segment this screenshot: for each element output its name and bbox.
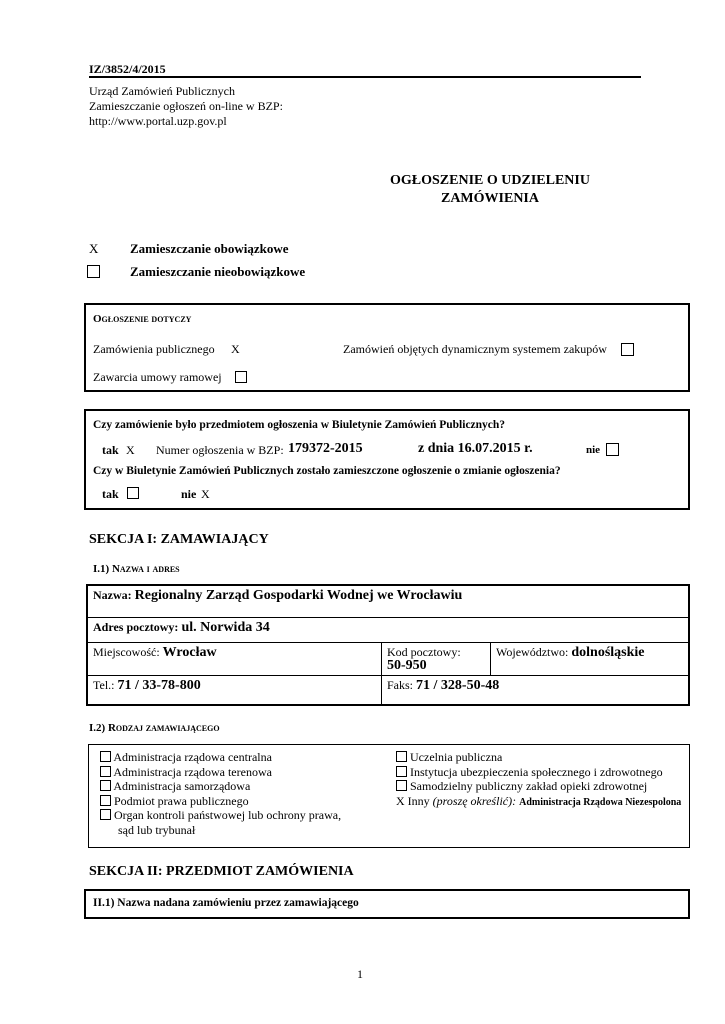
region-label: Województwo: — [496, 644, 569, 659]
address-label: Adres pocztowy: — [93, 619, 179, 634]
dynamic-system-label: Zamówień objętych dynamicznym systemem zakupów — [343, 342, 607, 356]
bzp-yes-label: tak — [102, 443, 119, 457]
type-label: Instytucja ubezpieczenia społecznego i zdrowotnego — [410, 764, 663, 779]
type-row-other[interactable] — [396, 794, 681, 811]
type-checkbox[interactable] — [100, 766, 111, 777]
bzp-number-value: 179372-2015 — [288, 441, 363, 456]
type-label-cont: sąd lub trybunał — [118, 822, 196, 837]
authority-types-left — [100, 750, 341, 837]
mandatory-label: Zamieszczanie obowiązkowe — [130, 241, 289, 256]
city-label: Miejscowość: — [93, 644, 160, 659]
type-row[interactable] — [100, 808, 341, 823]
postal-value: 50-950 — [387, 657, 427, 673]
authority-types-right — [396, 750, 681, 810]
section-2-1-box — [84, 889, 690, 919]
tel-value: 71 / 33-78-800 — [117, 677, 201, 693]
authority-type-box — [88, 744, 690, 848]
type-checkbox[interactable] — [100, 809, 111, 820]
bzp-q2-yes-checkbox[interactable] — [127, 487, 139, 499]
section-1-1-prefix: I.1) — [93, 563, 112, 575]
section-2-title: SEKCJA II: PRZEDMIOT ZAMÓWIENIA — [89, 864, 354, 879]
type-checkbox[interactable] — [396, 766, 407, 777]
type-checkbox[interactable] — [100, 780, 111, 791]
contracting-authority-table — [86, 584, 690, 706]
mandatory-mark[interactable]: X — [89, 241, 99, 256]
concerns-box — [84, 303, 690, 392]
type-label: Podmiot prawa publicznego — [114, 793, 249, 808]
type-label: Administracja rządowa centralna — [113, 750, 272, 764]
type-checkbox[interactable] — [396, 780, 407, 791]
type-label: Administracja rządowa terenowa — [113, 764, 272, 779]
type-label: Samodzielny publiczny zakład opieki zdrowotnej — [410, 779, 648, 793]
optional-checkbox[interactable] — [87, 265, 100, 278]
framework-label: Zawarcia umowy ramowej — [93, 370, 222, 384]
type-checkbox[interactable] — [100, 795, 111, 806]
concerns-heading: Ogłoszenie dotyczy — [93, 313, 192, 325]
type-row[interactable] — [396, 750, 681, 765]
section-1-2-title: Rodzaj zamawiającego — [107, 722, 220, 734]
section-1-1-heading — [93, 563, 180, 575]
bzp-no-checkbox[interactable] — [606, 443, 619, 456]
section-2-1-heading: II.1) Nazwa nadana zamówieniu przez zamawiającego — [93, 897, 359, 909]
type-label: Organ kontroli państwowej lub ochrony prawa, — [114, 808, 342, 822]
public-order-label: Zamówienia publicznego — [93, 342, 215, 356]
postal-label: Kod pocztowy: — [387, 644, 461, 659]
bzp-number-label: Numer ogłoszenia w BZP: — [156, 443, 284, 457]
org-url: http://www.portal.uzp.gov.pl — [89, 114, 227, 128]
type-row[interactable] — [100, 779, 341, 794]
other-hint: (proszę określić): — [432, 793, 517, 808]
bzp-no-label: nie — [586, 444, 601, 456]
type-label: Administracja samorządowa — [113, 779, 251, 793]
other-mark[interactable]: X — [396, 793, 405, 808]
type-checkbox[interactable] — [100, 751, 111, 762]
page-number: 1 — [357, 967, 363, 981]
page-title — [330, 172, 650, 208]
public-order-mark[interactable]: X — [231, 342, 240, 356]
bzp-q2-no-mark[interactable]: X — [201, 487, 210, 501]
fax-label: Faks: — [387, 677, 414, 692]
bzp-q2-yes-label: tak — [102, 487, 119, 501]
tel-label: Tel.: — [93, 677, 115, 692]
other-value: Administracja Rządowa Niezespolona — [519, 796, 682, 808]
bzp-q2-no-label: nie — [181, 487, 197, 501]
framework-checkbox[interactable] — [235, 371, 247, 383]
type-row[interactable] — [396, 779, 681, 794]
type-checkbox[interactable] — [396, 751, 407, 762]
city-value: Wrocław — [162, 644, 217, 660]
bzp-question-1: Czy zamówienie było przedmiotem ogłoszenia w Biuletynie Zamówień Publicznych? — [93, 419, 506, 431]
bzp-box — [84, 409, 690, 510]
bzp-yes-mark[interactable]: X — [126, 443, 135, 457]
type-row[interactable] — [100, 765, 341, 780]
type-row[interactable] — [396, 765, 681, 780]
type-label: Uczelnia publiczna — [410, 750, 503, 764]
title-line-2: ZAMÓWIENIA — [440, 191, 539, 206]
name-label: Nazwa: — [93, 588, 132, 602]
dynamic-system-checkbox[interactable] — [621, 343, 634, 356]
bzp-date: z dnia 16.07.2015 r. — [418, 441, 533, 456]
org-block — [89, 84, 283, 129]
name-value: Regionalny Zarząd Gospodarki Wodnej we Wrocławiu — [134, 588, 463, 603]
region-value: dolnośląskie — [571, 644, 645, 660]
optional-label: Zamieszczanie nieobowiązkowe — [130, 264, 306, 279]
org-name: Urząd Zamówień Publicznych — [89, 84, 235, 98]
section-1-2-heading — [89, 722, 220, 734]
org-service: Zamieszczanie ogłoszeń on-line w BZP: — [89, 99, 283, 113]
title-line-1: OGŁOSZENIE O UDZIELENIU — [390, 173, 590, 188]
fax-value: 71 / 328-50-48 — [416, 677, 500, 693]
type-row[interactable] — [100, 794, 341, 809]
document-id: IZ/3852/4/2015 — [89, 62, 166, 76]
section-1-2-prefix: I.2) — [89, 722, 108, 734]
section-1-title: SEKCJA I: ZAMAWIAJĄCY — [89, 532, 269, 547]
header-rule — [89, 76, 641, 78]
bzp-question-2: Czy w Biuletynie Zamówień Publicznych zostało zamieszczone ogłoszenie o zmianie ogłoszenia? — [93, 465, 561, 477]
address-value: ul. Norwida 34 — [181, 619, 270, 635]
other-label: Inny — [407, 793, 430, 808]
type-row[interactable] — [100, 750, 341, 765]
section-1-1-title: Nazwa i adres — [111, 563, 180, 575]
